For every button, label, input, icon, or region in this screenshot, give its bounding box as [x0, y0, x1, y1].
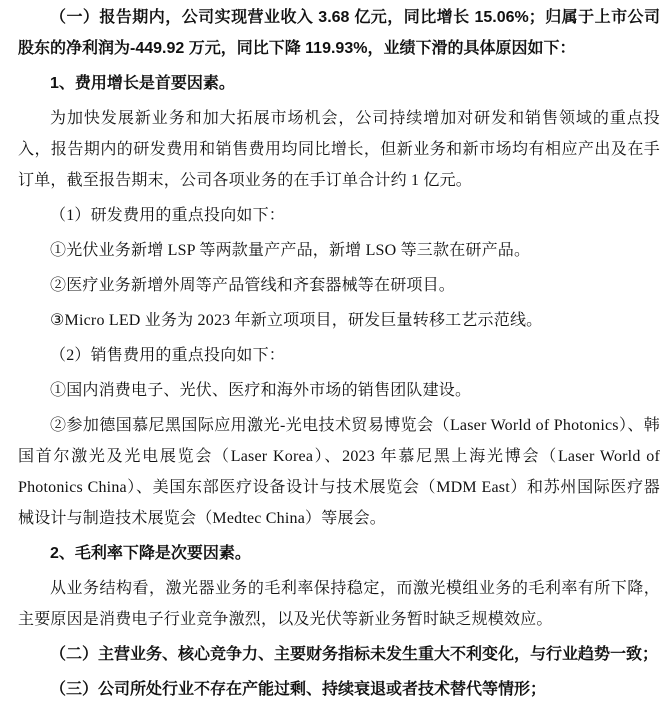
sales-expense-heading: （2）销售费用的重点投向如下： — [50, 347, 286, 364]
section-3-heading: （三）公司所处行业不存在产能过剩、持续衰退或者技术替代等情形； — [50, 681, 547, 698]
section-2-heading: （二）主营业务、核心竞争力、主要财务指标未发生重大不利变化，与行业趋势一致； — [50, 646, 659, 663]
rd-expense-item-1: ①光伏业务新增 LSP 等两款量产产品，新增 LSO 等三款在研产品。 — [50, 242, 531, 259]
subsection-2-heading: 2、毛利率下降是次要因素。 — [50, 545, 251, 562]
subsection-1-heading: 1、费用增长是首要因素。 — [50, 75, 235, 92]
sales-expense-item-1: ①国内消费电子、光伏、医疗和海外市场的销售团队建设。 — [50, 382, 472, 399]
rd-expense-item-2: ②医疗业务新增外周等产品管线和齐套器械等在研项目。 — [50, 277, 456, 294]
subsection-2-body: 从业务结构看，激光器业务的毛利率保持稳定，而激光模组业务的毛利率有所下降，主要原因是消费电子行业竞争激烈，以及光伏等新业务暂时缺乏规模效应。 — [18, 580, 660, 628]
rd-expense-heading: （1）研发费用的重点投向如下： — [50, 207, 286, 224]
subsection-1-body: 为加快发展新业务和加大拓展市场机会，公司持续增加对研发和销售领域的重点投入，报告期内的研发费用和销售费用均同比增长，但新业务和新市场均有相应产出及在手订单，截至报告期末，公司各项业务的在手订单合计约 1 亿元。 — [18, 110, 660, 189]
sales-expense-item-2: ②参加德国慕尼黑国际应用激光-光电技术贸易博览会（Laser World of Photonics）、韩国首尔激光及光电展览会（Laser Korea）、2023 年慕尼黑上海光博会（Laser World of Photonics China）、美国东部医疗设备设计与技术展览会（MDM East）和苏州国际医疗器械设计与制造技术展览会（Medtec China）等展会。 — [18, 417, 660, 527]
rd-expense-item-3: ③Micro LED 业务为 2023 年新立项项目，研发巨量转移工艺示范线。 — [50, 312, 543, 329]
section-1-intro: （一）报告期内，公司实现营业收入 3.68 亿元，同比增长 15.06%；归属于上市公司股东的净利润为-449.92 万元，同比下降 119.93%，业绩下滑的具体原因如下： — [18, 9, 660, 57]
